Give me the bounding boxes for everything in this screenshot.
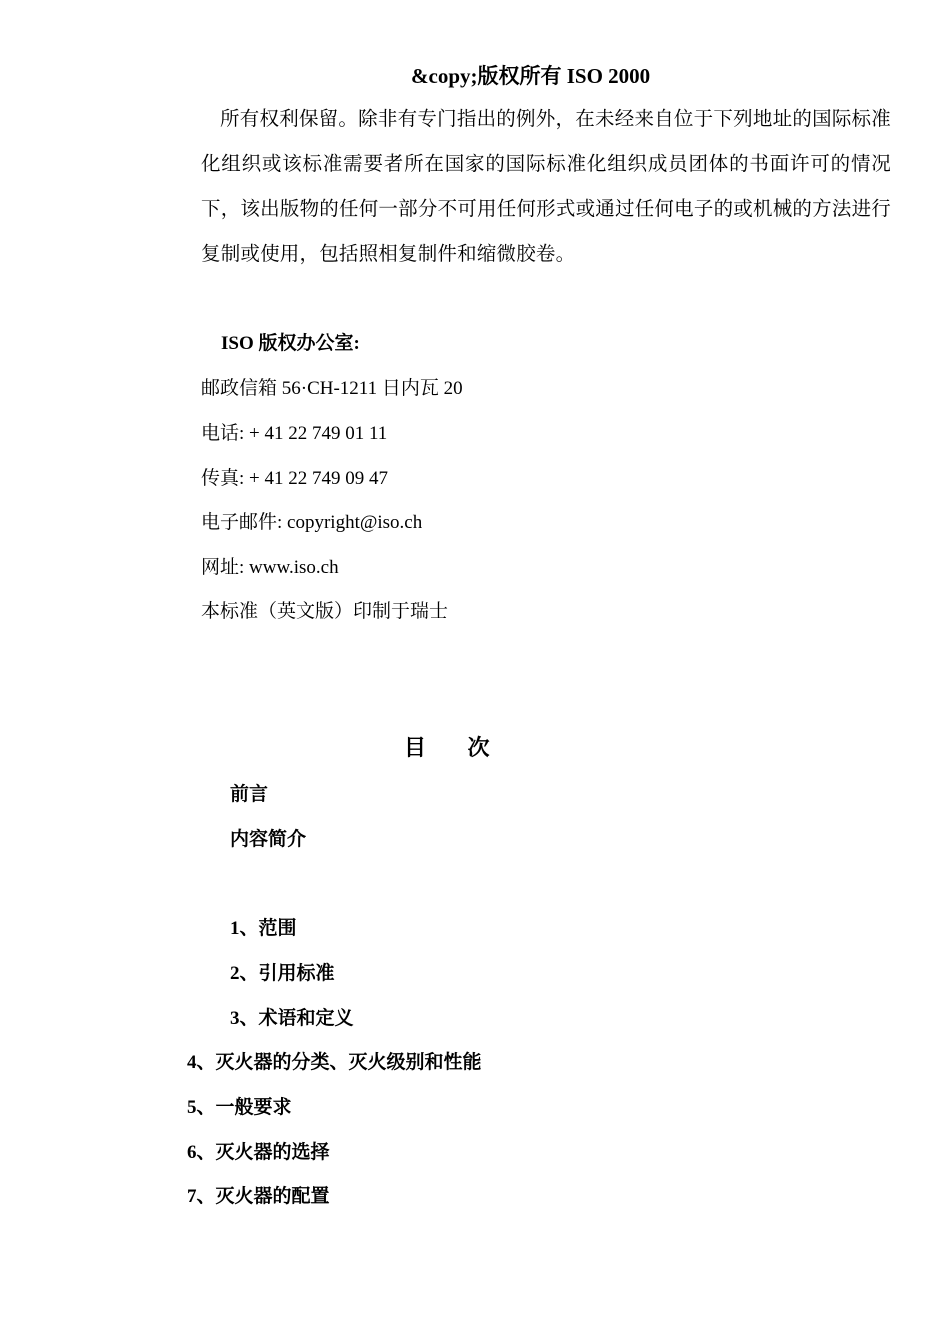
office-heading: ISO 版权办公室: [221, 333, 360, 354]
copyright-notice: 所有权利保留。除非有专门指出的例外，在未经来自位于下列地址的国际标准化组织或该标准需要者所在国家的国际标准化组织成员团体的书面许可的情况下，该出版物的任何一部分不可用任何形式或通过任何电子的或机械的方法进行复制或使用，包括照相复制件和缩微胶卷。 [201, 109, 891, 265]
toc-item-classification: 4、灭火器的分类、灭火级别和性能 [187, 1052, 482, 1073]
toc-item-selection: 6、灭火器的选择 [187, 1142, 330, 1163]
office-phone: 电话: + 41 22 749 01 11 [201, 423, 388, 444]
office-email: 电子邮件: copyright@iso.ch [201, 512, 423, 533]
printed-note: 本标准（英文版）印制于瑞士 [201, 601, 449, 622]
toc-title: 目 次 [404, 735, 508, 760]
toc-item-terms: 3、术语和定义 [230, 1008, 354, 1029]
office-web: 网址: www.iso.ch [201, 557, 339, 578]
toc-item-foreword: 前言 [230, 784, 269, 805]
toc-item-scope: 1、范围 [230, 918, 297, 939]
office-postbox: 邮政信箱 56·CH-1211 日内瓦 20 [201, 378, 463, 399]
office-fax: 传真: + 41 22 749 09 47 [201, 468, 388, 489]
toc-item-introduction: 内容简介 [230, 829, 307, 850]
toc-item-general-requirements: 5、一般要求 [187, 1097, 292, 1118]
toc-item-references: 2、引用标准 [230, 963, 335, 984]
toc-item-configuration: 7、灭火器的配置 [187, 1186, 330, 1207]
copyright-title: &copy;版权所有 ISO 2000 [411, 64, 651, 88]
